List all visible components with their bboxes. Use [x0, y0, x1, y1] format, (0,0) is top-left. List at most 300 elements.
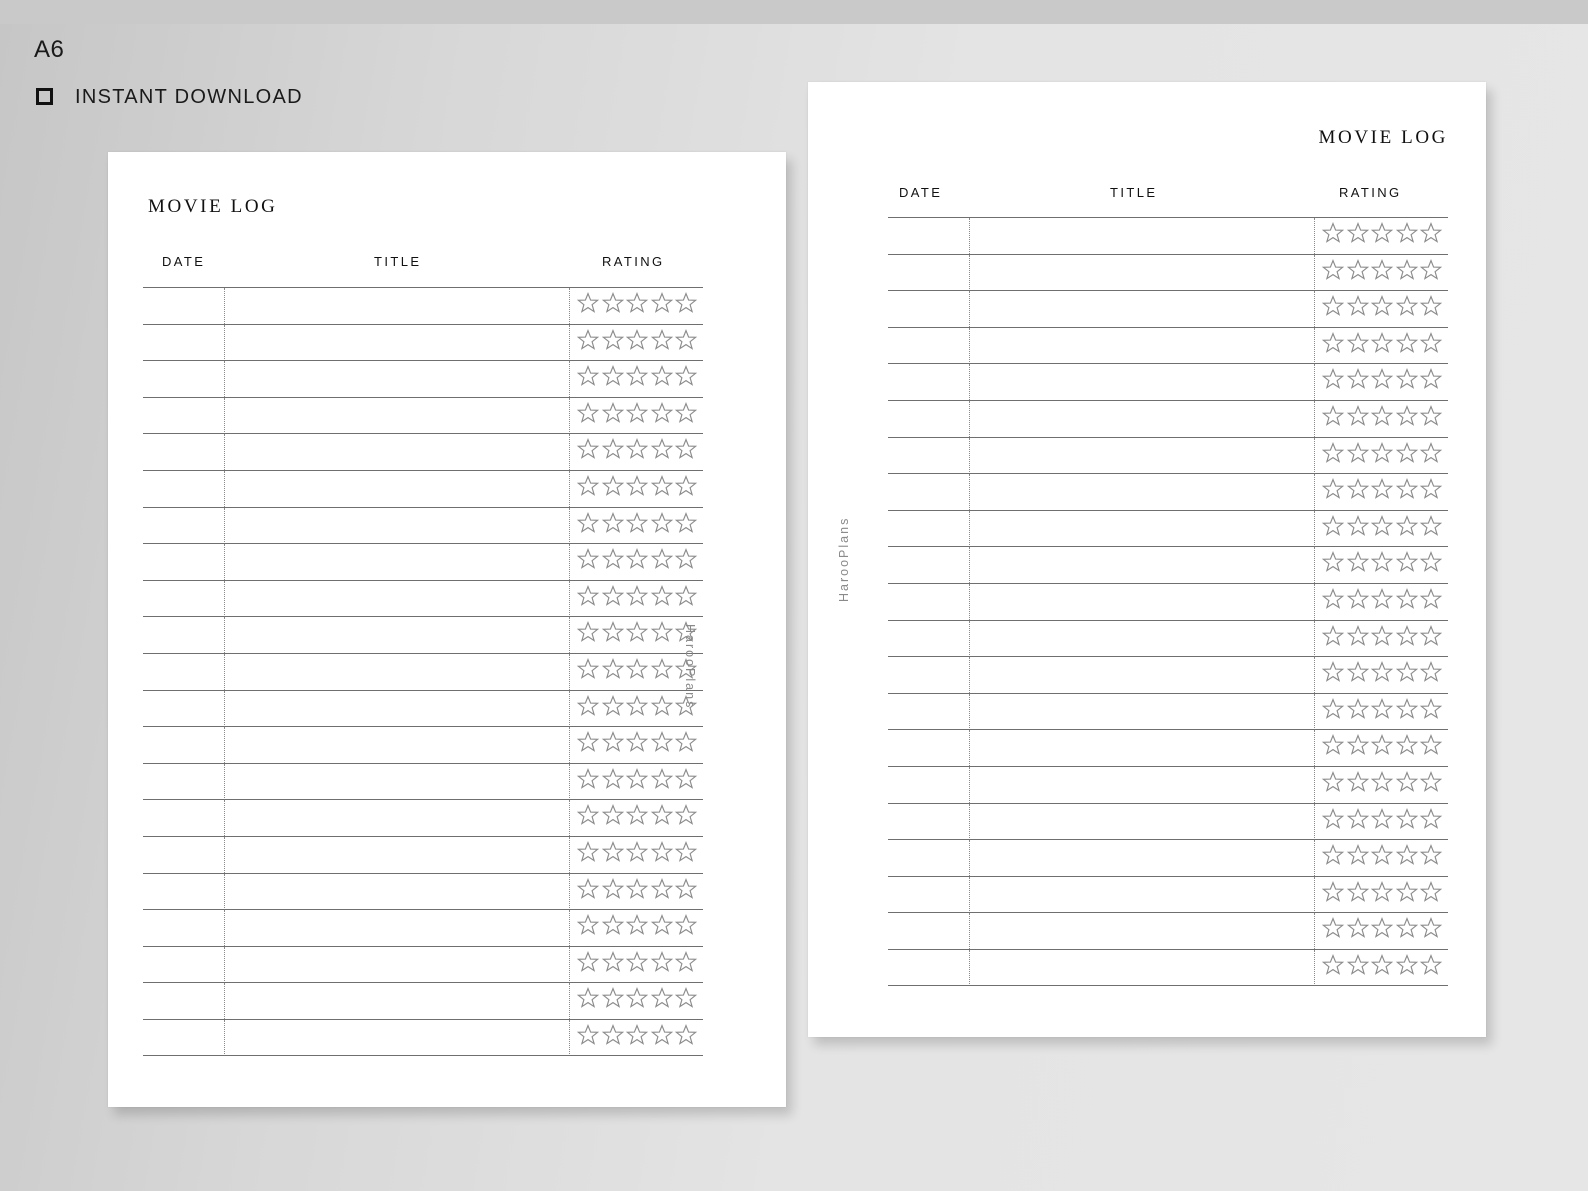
- star-outline-icon[interactable]: [1419, 660, 1443, 684]
- star-outline-icon[interactable]: [1395, 221, 1419, 245]
- table-row: [888, 546, 1448, 583]
- star-outline-icon[interactable]: [576, 511, 600, 535]
- star-outline-icon[interactable]: [601, 877, 625, 901]
- star-rating[interactable]: [1321, 550, 1444, 574]
- star-outline-icon[interactable]: [1395, 294, 1419, 318]
- star-outline-icon[interactable]: [1346, 441, 1370, 465]
- star-outline-icon[interactable]: [1395, 367, 1419, 391]
- star-outline-icon[interactable]: [1419, 294, 1443, 318]
- star-outline-icon[interactable]: [1370, 550, 1394, 574]
- date-column-divider: [969, 291, 970, 327]
- star-outline-icon[interactable]: [625, 364, 649, 388]
- star-outline-icon[interactable]: [674, 840, 698, 864]
- star-outline-icon[interactable]: [1321, 587, 1345, 611]
- star-outline-icon[interactable]: [576, 877, 600, 901]
- rating-column-divider: [569, 544, 570, 580]
- star-outline-icon[interactable]: [1346, 807, 1370, 831]
- star-rating[interactable]: [1321, 477, 1444, 501]
- star-outline-icon[interactable]: [1346, 733, 1370, 757]
- rating-column-divider: [1314, 328, 1315, 364]
- star-outline-icon[interactable]: [576, 657, 600, 681]
- star-outline-icon[interactable]: [601, 657, 625, 681]
- star-outline-icon[interactable]: [1321, 477, 1345, 501]
- star-outline-icon[interactable]: [1395, 550, 1419, 574]
- star-outline-icon[interactable]: [1370, 953, 1394, 977]
- date-column-divider: [969, 511, 970, 547]
- star-outline-icon[interactable]: [1321, 807, 1345, 831]
- date-column-divider: [969, 401, 970, 437]
- star-outline-icon[interactable]: [1419, 697, 1443, 721]
- star-rating[interactable]: [1321, 367, 1444, 391]
- star-outline-icon[interactable]: [1370, 441, 1394, 465]
- star-outline-icon[interactable]: [625, 694, 649, 718]
- star-outline-icon[interactable]: [650, 730, 674, 754]
- star-outline-icon[interactable]: [625, 986, 649, 1010]
- star-outline-icon[interactable]: [1321, 258, 1345, 282]
- star-rating[interactable]: [1321, 733, 1444, 757]
- star-rating[interactable]: [576, 547, 699, 571]
- star-outline-icon[interactable]: [625, 840, 649, 864]
- date-column-divider: [224, 800, 225, 836]
- rating-column-divider: [1314, 657, 1315, 693]
- rating-column-divider: [569, 727, 570, 763]
- star-outline-icon[interactable]: [1321, 367, 1345, 391]
- star-outline-icon[interactable]: [601, 620, 625, 644]
- star-outline-icon[interactable]: [650, 401, 674, 425]
- star-outline-icon[interactable]: [576, 364, 600, 388]
- star-outline-icon[interactable]: [1395, 258, 1419, 282]
- star-outline-icon[interactable]: [1321, 624, 1345, 648]
- star-outline-icon[interactable]: [650, 328, 674, 352]
- star-outline-icon[interactable]: [674, 803, 698, 827]
- rating-column-divider: [1314, 584, 1315, 620]
- star-outline-icon[interactable]: [601, 950, 625, 974]
- column-header-title: TITLE: [1110, 185, 1158, 200]
- star-outline-icon[interactable]: [576, 986, 600, 1010]
- star-rating[interactable]: [1321, 441, 1444, 465]
- star-outline-icon[interactable]: [1370, 770, 1394, 794]
- star-outline-icon[interactable]: [650, 803, 674, 827]
- brand-watermark: HarooPlans: [683, 624, 697, 710]
- star-outline-icon[interactable]: [625, 328, 649, 352]
- column-header-date: DATE: [162, 254, 206, 269]
- star-outline-icon[interactable]: [625, 950, 649, 974]
- log-table: [143, 287, 703, 1056]
- star-outline-icon[interactable]: [576, 474, 600, 498]
- star-outline-icon[interactable]: [576, 694, 600, 718]
- star-outline-icon[interactable]: [1321, 660, 1345, 684]
- star-outline-icon[interactable]: [601, 730, 625, 754]
- star-outline-icon[interactable]: [576, 913, 600, 937]
- star-outline-icon[interactable]: [1370, 587, 1394, 611]
- rating-column-divider: [1314, 730, 1315, 766]
- star-outline-icon[interactable]: [1395, 587, 1419, 611]
- star-outline-icon[interactable]: [1419, 550, 1443, 574]
- star-outline-icon[interactable]: [1419, 916, 1443, 940]
- table-row: [143, 470, 703, 507]
- star-outline-icon[interactable]: [1395, 514, 1419, 538]
- table-row: [888, 803, 1448, 840]
- star-rating[interactable]: [1321, 624, 1444, 648]
- star-outline-icon[interactable]: [601, 694, 625, 718]
- top-band: [0, 0, 1588, 24]
- star-rating[interactable]: [576, 877, 699, 901]
- table-row: [143, 799, 703, 836]
- table-row: [888, 656, 1448, 693]
- star-rating[interactable]: [576, 913, 699, 937]
- star-outline-icon[interactable]: [674, 1023, 698, 1047]
- star-outline-icon[interactable]: [601, 511, 625, 535]
- star-outline-icon[interactable]: [1419, 441, 1443, 465]
- star-outline-icon[interactable]: [576, 584, 600, 608]
- star-outline-icon[interactable]: [674, 291, 698, 315]
- rating-column-divider: [569, 581, 570, 617]
- star-outline-icon[interactable]: [1370, 367, 1394, 391]
- rating-column-divider: [1314, 804, 1315, 840]
- star-outline-icon[interactable]: [1419, 880, 1443, 904]
- star-outline-icon[interactable]: [576, 328, 600, 352]
- star-outline-icon[interactable]: [1419, 733, 1443, 757]
- star-outline-icon[interactable]: [1395, 843, 1419, 867]
- table-row: [888, 766, 1448, 803]
- star-outline-icon[interactable]: [1419, 807, 1443, 831]
- star-rating[interactable]: [576, 657, 699, 681]
- star-outline-icon[interactable]: [1395, 916, 1419, 940]
- star-outline-icon[interactable]: [625, 877, 649, 901]
- star-outline-icon[interactable]: [1346, 294, 1370, 318]
- star-outline-icon[interactable]: [625, 291, 649, 315]
- star-outline-icon[interactable]: [601, 803, 625, 827]
- star-outline-icon[interactable]: [1370, 880, 1394, 904]
- date-column-divider: [224, 398, 225, 434]
- star-rating[interactable]: [1321, 697, 1444, 721]
- star-outline-icon[interactable]: [1346, 697, 1370, 721]
- star-outline-icon[interactable]: [1370, 258, 1394, 282]
- star-outline-icon[interactable]: [601, 584, 625, 608]
- star-outline-icon[interactable]: [1395, 697, 1419, 721]
- star-outline-icon[interactable]: [674, 511, 698, 535]
- star-outline-icon[interactable]: [1321, 550, 1345, 574]
- date-column-divider: [969, 255, 970, 291]
- date-column-divider: [969, 913, 970, 949]
- table-row: [143, 909, 703, 946]
- star-rating[interactable]: [576, 730, 699, 754]
- star-outline-icon[interactable]: [576, 547, 600, 571]
- star-rating[interactable]: [576, 620, 699, 644]
- star-outline-icon[interactable]: [1419, 477, 1443, 501]
- date-column-divider: [224, 434, 225, 470]
- star-outline-icon[interactable]: [674, 364, 698, 388]
- star-outline-icon[interactable]: [1419, 258, 1443, 282]
- star-rating[interactable]: [576, 1023, 699, 1047]
- star-outline-icon[interactable]: [576, 620, 600, 644]
- star-outline-icon[interactable]: [576, 950, 600, 974]
- star-outline-icon[interactable]: [1370, 221, 1394, 245]
- star-outline-icon[interactable]: [1370, 916, 1394, 940]
- star-outline-icon[interactable]: [1370, 733, 1394, 757]
- star-rating[interactable]: [1321, 953, 1444, 977]
- star-outline-icon[interactable]: [1395, 404, 1419, 428]
- star-outline-icon[interactable]: [1395, 733, 1419, 757]
- star-outline-icon[interactable]: [1419, 770, 1443, 794]
- star-outline-icon[interactable]: [625, 511, 649, 535]
- star-outline-icon[interactable]: [1419, 587, 1443, 611]
- star-outline-icon[interactable]: [1370, 404, 1394, 428]
- star-outline-icon[interactable]: [1419, 367, 1443, 391]
- star-outline-icon[interactable]: [1370, 624, 1394, 648]
- star-outline-icon[interactable]: [625, 401, 649, 425]
- star-outline-icon[interactable]: [625, 913, 649, 937]
- star-rating[interactable]: [576, 584, 699, 608]
- date-column-divider: [224, 874, 225, 910]
- star-outline-icon[interactable]: [674, 950, 698, 974]
- star-outline-icon[interactable]: [1321, 221, 1345, 245]
- column-header-title: TITLE: [374, 254, 422, 269]
- star-outline-icon[interactable]: [601, 328, 625, 352]
- star-rating[interactable]: [1321, 331, 1444, 355]
- date-column-divider: [969, 474, 970, 510]
- star-rating[interactable]: [1321, 880, 1444, 904]
- star-outline-icon[interactable]: [1321, 733, 1345, 757]
- star-outline-icon[interactable]: [625, 474, 649, 498]
- table-row: [888, 254, 1448, 291]
- star-rating[interactable]: [576, 328, 699, 352]
- star-outline-icon[interactable]: [1395, 880, 1419, 904]
- star-outline-icon[interactable]: [1395, 660, 1419, 684]
- star-outline-icon[interactable]: [1321, 294, 1345, 318]
- table-row: [888, 620, 1448, 657]
- star-outline-icon[interactable]: [650, 950, 674, 974]
- star-outline-icon[interactable]: [601, 840, 625, 864]
- rating-column-divider: [569, 288, 570, 324]
- star-outline-icon[interactable]: [576, 767, 600, 791]
- table-row: [888, 400, 1448, 437]
- star-outline-icon[interactable]: [1346, 953, 1370, 977]
- star-outline-icon[interactable]: [625, 547, 649, 571]
- star-outline-icon[interactable]: [601, 986, 625, 1010]
- star-outline-icon[interactable]: [1419, 624, 1443, 648]
- star-outline-icon[interactable]: [1370, 807, 1394, 831]
- star-outline-icon[interactable]: [650, 511, 674, 535]
- star-rating[interactable]: [1321, 258, 1444, 282]
- star-rating[interactable]: [1321, 916, 1444, 940]
- star-outline-icon[interactable]: [601, 364, 625, 388]
- star-outline-icon[interactable]: [601, 547, 625, 571]
- star-rating[interactable]: [576, 401, 699, 425]
- star-outline-icon[interactable]: [1321, 953, 1345, 977]
- star-outline-icon[interactable]: [1346, 514, 1370, 538]
- star-outline-icon[interactable]: [625, 584, 649, 608]
- star-outline-icon[interactable]: [625, 657, 649, 681]
- star-outline-icon[interactable]: [601, 401, 625, 425]
- rating-column-divider: [1314, 364, 1315, 400]
- star-outline-icon[interactable]: [1346, 404, 1370, 428]
- date-column-divider: [969, 547, 970, 583]
- rating-column-divider: [1314, 877, 1315, 913]
- star-outline-icon[interactable]: [1346, 477, 1370, 501]
- star-outline-icon[interactable]: [576, 840, 600, 864]
- star-outline-icon[interactable]: [576, 803, 600, 827]
- star-outline-icon[interactable]: [1395, 624, 1419, 648]
- star-outline-icon[interactable]: [650, 547, 674, 571]
- star-rating[interactable]: [576, 767, 699, 791]
- star-rating[interactable]: [576, 291, 699, 315]
- star-outline-icon[interactable]: [625, 437, 649, 461]
- star-rating[interactable]: [576, 950, 699, 974]
- star-outline-icon[interactable]: [1419, 514, 1443, 538]
- star-outline-icon[interactable]: [1346, 880, 1370, 904]
- star-outline-icon[interactable]: [576, 730, 600, 754]
- star-outline-icon[interactable]: [650, 694, 674, 718]
- star-outline-icon[interactable]: [1321, 404, 1345, 428]
- star-outline-icon[interactable]: [1321, 880, 1345, 904]
- star-outline-icon[interactable]: [674, 547, 698, 571]
- star-outline-icon[interactable]: [601, 474, 625, 498]
- star-outline-icon[interactable]: [650, 840, 674, 864]
- star-outline-icon[interactable]: [650, 767, 674, 791]
- star-outline-icon[interactable]: [674, 767, 698, 791]
- star-outline-icon[interactable]: [1321, 770, 1345, 794]
- star-outline-icon[interactable]: [1419, 953, 1443, 977]
- star-outline-icon[interactable]: [1346, 258, 1370, 282]
- rating-column-divider: [569, 471, 570, 507]
- star-rating[interactable]: [576, 694, 699, 718]
- star-outline-icon[interactable]: [650, 913, 674, 937]
- star-rating[interactable]: [1321, 404, 1444, 428]
- star-outline-icon[interactable]: [650, 364, 674, 388]
- star-outline-icon[interactable]: [601, 1023, 625, 1047]
- star-outline-icon[interactable]: [576, 437, 600, 461]
- star-outline-icon[interactable]: [1370, 843, 1394, 867]
- star-outline-icon[interactable]: [625, 730, 649, 754]
- table-row: [143, 433, 703, 470]
- column-header-rating: RATING: [602, 254, 665, 269]
- star-outline-icon[interactable]: [1346, 331, 1370, 355]
- star-outline-icon[interactable]: [1346, 221, 1370, 245]
- star-outline-icon[interactable]: [576, 291, 600, 315]
- star-outline-icon[interactable]: [674, 986, 698, 1010]
- star-outline-icon[interactable]: [1346, 660, 1370, 684]
- star-outline-icon[interactable]: [576, 401, 600, 425]
- star-outline-icon[interactable]: [1370, 514, 1394, 538]
- star-rating[interactable]: [1321, 770, 1444, 794]
- star-outline-icon[interactable]: [650, 474, 674, 498]
- star-outline-icon[interactable]: [1346, 550, 1370, 574]
- star-outline-icon[interactable]: [674, 913, 698, 937]
- star-outline-icon[interactable]: [1346, 843, 1370, 867]
- star-outline-icon[interactable]: [625, 767, 649, 791]
- star-rating[interactable]: [576, 803, 699, 827]
- star-outline-icon[interactable]: [601, 437, 625, 461]
- star-outline-icon[interactable]: [1370, 294, 1394, 318]
- star-rating[interactable]: [576, 840, 699, 864]
- star-outline-icon[interactable]: [1321, 514, 1345, 538]
- star-rating[interactable]: [576, 364, 699, 388]
- star-outline-icon[interactable]: [1370, 660, 1394, 684]
- date-column-divider: [969, 694, 970, 730]
- star-outline-icon[interactable]: [1419, 843, 1443, 867]
- star-outline-icon[interactable]: [576, 1023, 600, 1047]
- star-rating[interactable]: [1321, 587, 1444, 611]
- star-outline-icon[interactable]: [650, 986, 674, 1010]
- star-rating[interactable]: [1321, 514, 1444, 538]
- star-rating[interactable]: [1321, 294, 1444, 318]
- star-outline-icon[interactable]: [1395, 953, 1419, 977]
- star-outline-icon[interactable]: [601, 913, 625, 937]
- star-outline-icon[interactable]: [674, 474, 698, 498]
- star-outline-icon[interactable]: [674, 401, 698, 425]
- rating-column-divider: [569, 837, 570, 873]
- star-outline-icon[interactable]: [650, 620, 674, 644]
- star-outline-icon[interactable]: [1370, 477, 1394, 501]
- star-outline-icon[interactable]: [1395, 331, 1419, 355]
- star-outline-icon[interactable]: [1321, 843, 1345, 867]
- star-outline-icon[interactable]: [650, 1023, 674, 1047]
- star-outline-icon[interactable]: [601, 291, 625, 315]
- date-column-divider: [224, 361, 225, 397]
- star-outline-icon[interactable]: [1321, 331, 1345, 355]
- star-outline-icon[interactable]: [674, 328, 698, 352]
- star-rating[interactable]: [1321, 660, 1444, 684]
- star-outline-icon[interactable]: [1370, 331, 1394, 355]
- star-outline-icon[interactable]: [601, 767, 625, 791]
- star-outline-icon[interactable]: [1321, 441, 1345, 465]
- star-outline-icon[interactable]: [1419, 221, 1443, 245]
- star-outline-icon[interactable]: [674, 437, 698, 461]
- star-outline-icon[interactable]: [650, 437, 674, 461]
- star-outline-icon[interactable]: [625, 1023, 649, 1047]
- star-outline-icon[interactable]: [1419, 404, 1443, 428]
- rating-column-divider: [569, 361, 570, 397]
- star-rating[interactable]: [576, 986, 699, 1010]
- rating-column-divider: [1314, 767, 1315, 803]
- star-outline-icon[interactable]: [1321, 916, 1345, 940]
- star-outline-icon[interactable]: [1346, 587, 1370, 611]
- star-outline-icon[interactable]: [674, 877, 698, 901]
- table-row: [888, 290, 1448, 327]
- star-outline-icon[interactable]: [650, 291, 674, 315]
- star-outline-icon[interactable]: [1346, 367, 1370, 391]
- rating-column-divider: [569, 910, 570, 946]
- brand-watermark: HarooPlans: [837, 516, 851, 602]
- star-outline-icon[interactable]: [625, 620, 649, 644]
- rating-column-divider: [1314, 474, 1315, 510]
- star-outline-icon[interactable]: [1321, 697, 1345, 721]
- star-outline-icon[interactable]: [1395, 807, 1419, 831]
- star-outline-icon[interactable]: [1419, 331, 1443, 355]
- star-outline-icon[interactable]: [1346, 770, 1370, 794]
- star-rating[interactable]: [576, 474, 699, 498]
- star-outline-icon[interactable]: [1346, 916, 1370, 940]
- star-rating[interactable]: [1321, 807, 1444, 831]
- star-rating[interactable]: [576, 511, 699, 535]
- star-outline-icon[interactable]: [1395, 441, 1419, 465]
- star-outline-icon[interactable]: [1395, 770, 1419, 794]
- star-outline-icon[interactable]: [625, 803, 649, 827]
- date-column-divider: [969, 621, 970, 657]
- star-outline-icon[interactable]: [650, 584, 674, 608]
- star-rating[interactable]: [1321, 843, 1444, 867]
- star-outline-icon[interactable]: [650, 877, 674, 901]
- star-rating[interactable]: [1321, 221, 1444, 245]
- star-outline-icon[interactable]: [650, 657, 674, 681]
- star-outline-icon[interactable]: [674, 730, 698, 754]
- star-outline-icon[interactable]: [674, 584, 698, 608]
- star-outline-icon[interactable]: [1395, 477, 1419, 501]
- star-rating[interactable]: [576, 437, 699, 461]
- star-outline-icon[interactable]: [1346, 624, 1370, 648]
- star-outline-icon[interactable]: [1370, 697, 1394, 721]
